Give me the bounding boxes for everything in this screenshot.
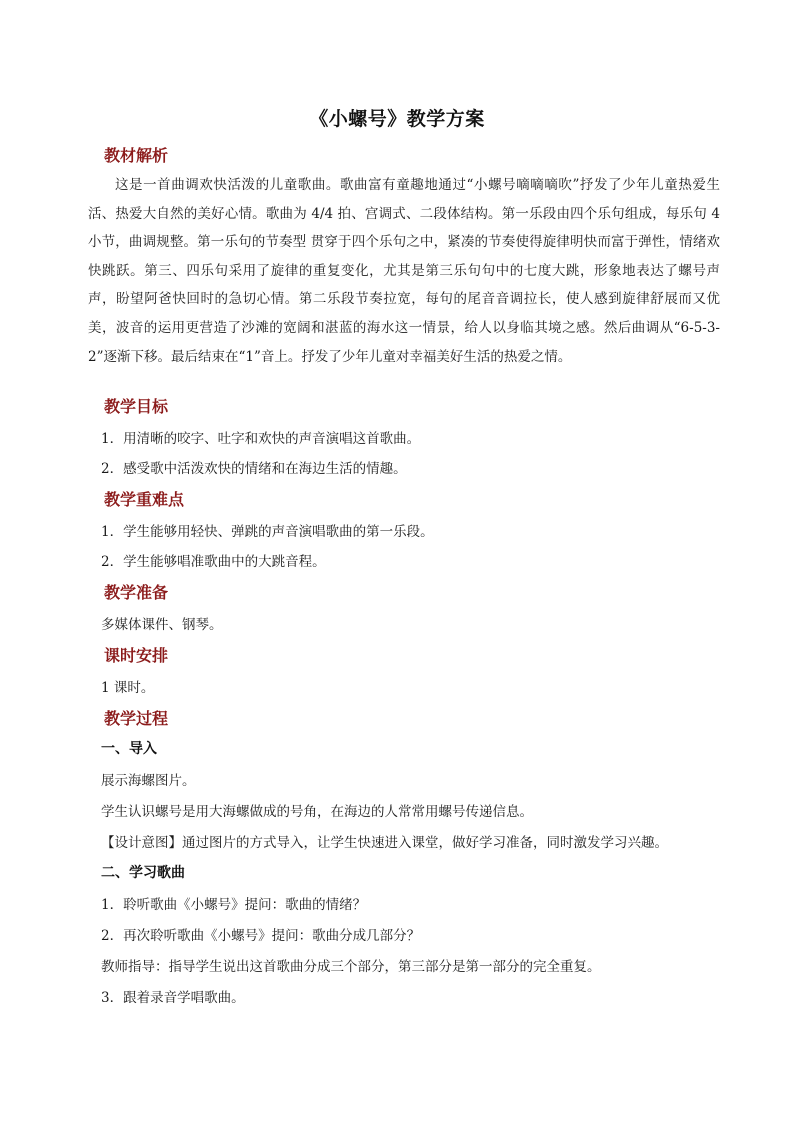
goals-item-1: 1．用清晰的咬字、吐字和欢快的声音演唱这首歌曲。 — [101, 431, 421, 447]
process-part2-title: 二、学习歌曲 — [101, 865, 185, 881]
heading-schedule: 课时安排 — [104, 646, 169, 665]
process-part1-line-3: 【设计意图】通过图片的方式导入，让学生快速进入课堂，做好学习准备，同时激发学习兴趣。 — [101, 835, 668, 851]
process-part1-line-1: 展示海螺图片。 — [101, 773, 196, 789]
keypoints-item-2: 2．学生能够唱准歌曲中的大跳音程。 — [101, 554, 326, 570]
document-title: 《小螺号》教学方案 — [309, 108, 485, 130]
heading-goals: 教学目标 — [104, 397, 169, 416]
heading-keypoints: 教学重难点 — [104, 490, 185, 509]
heading-process: 教学过程 — [104, 709, 169, 728]
process-part2-line-3: 教师指导：指导学生说出这首歌曲分成三个部分，第三部分是第一部分的完全重复。 — [101, 959, 601, 975]
process-part2-line-4: 3．跟着录音学唱歌曲。 — [101, 990, 245, 1006]
keypoints-item-1: 1．学生能够用轻快、弹跳的声音演唱歌曲的第一乐段。 — [101, 524, 434, 540]
process-part2-line-1: 1．聆听歌曲《小螺号》提问：歌曲的情绪？ — [101, 897, 367, 913]
heading-analysis: 教材解析 — [104, 146, 169, 165]
prep-text: 多媒体课件、钢琴。 — [101, 617, 223, 633]
analysis-paragraph: 这是一首曲调欢快活泼的儿童歌曲。歌曲富有童趣地通过“小螺号嘀嘀嘀吹”抒发了少年儿童热爱生活、热爱大自然的美好心情。歌曲为 4/4 拍、宫调式、二段体结构。第一乐段由四个乐句组成，每乐句 4 小节，曲调规整。第一乐句的节奏型 贯穿于四个乐句之中，紧凑的节奏使得旋律明快而富于弹性，情绪欢快跳跃。第三、四乐句采用了旋律的重复变化，尤其是第三乐句句中的七度大跳，形象地表达了螺号声声，盼望阿爸快回时的急切心情。第二乐段节奏拉宽，每句的尾音音调拉长，使人感到旋律舒展而又优美，波音的运用更营造了沙滩的宽阔和湛蓝的海水这一情景，给人以身临其境之感。然后曲调从“6-5-3-2”逐渐下移。最后结束在“1”音上。抒发了少年儿童对幸福美好生活的热爱之情。 — [88, 177, 720, 365]
process-part1-line-2: 学生认识螺号是用大海螺做成的号角，在海边的人常常用螺号传递信息。 — [101, 804, 533, 820]
heading-prep: 教学准备 — [104, 583, 169, 602]
goals-item-2: 2．感受歌中活泼欢快的情绪和在海边生活的情趣。 — [101, 461, 407, 477]
process-part1-title: 一、导入 — [101, 741, 157, 757]
schedule-text: 1 课时。 — [101, 680, 155, 696]
process-part2-line-2: 2．再次聆听歌曲《小螺号》提问：歌曲分成几部分？ — [101, 928, 421, 944]
